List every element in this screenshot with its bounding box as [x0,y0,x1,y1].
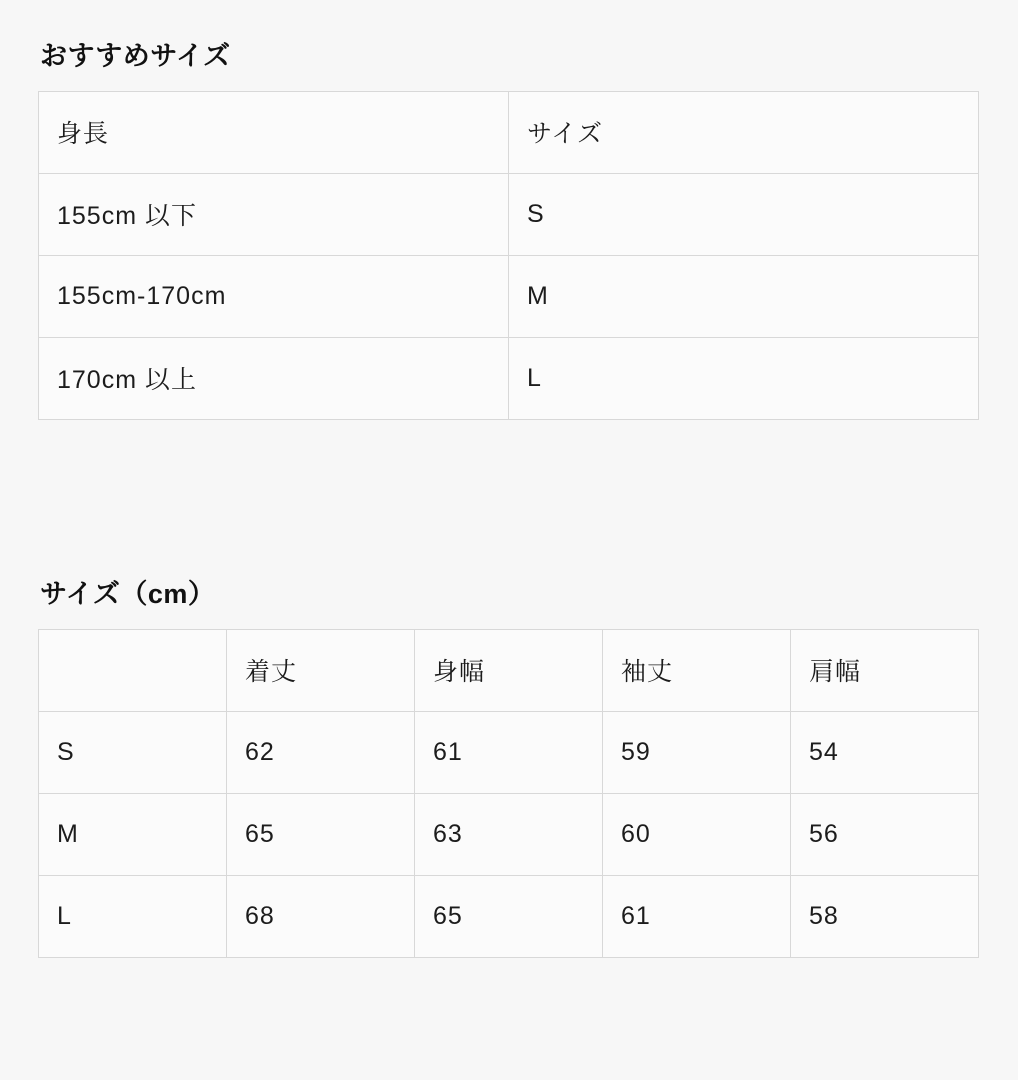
table-row [39,174,979,256]
row-size-label: L [39,876,227,958]
measurement-size-table [38,629,979,958]
measurement-size-title: サイズ（cm） [40,579,216,609]
table-row [39,712,979,794]
column-header-size: サイズ [509,92,979,174]
cell-length: 65 [227,794,415,876]
table-row [39,794,979,876]
cell-sleeve: 60 [603,794,791,876]
row-size-label: S [39,712,227,794]
table-row [39,338,979,420]
column-header-blank [39,630,227,712]
cell-sleeve: 61 [603,876,791,958]
table-row [39,256,979,338]
cell-shoulder: 56 [791,794,979,876]
recommended-size-title: おすすめサイズ [40,41,231,71]
column-header-length: 着丈 [227,630,415,712]
height-range-value: 155cm 以下 [39,174,509,256]
cell-shoulder: 58 [791,876,979,958]
recommended-size-table [38,91,979,420]
column-header-shoulder: 肩幅 [791,630,979,712]
height-range-value: 170cm 以上 [39,338,509,420]
cell-sleeve: 59 [603,712,791,794]
cell-width: 61 [415,712,603,794]
size-value: S [509,174,979,256]
section-spacer [38,420,978,572]
table-header-row [39,630,979,712]
column-header-sleeve: 袖丈 [603,630,791,712]
cell-shoulder: 54 [791,712,979,794]
cell-width: 63 [415,794,603,876]
row-size-label: M [39,794,227,876]
size-value: L [509,338,979,420]
table-header-row [39,92,979,174]
column-header-width: 身幅 [415,630,603,712]
cell-length: 68 [227,876,415,958]
column-header-height: 身長 [39,92,509,174]
table-row [39,876,979,958]
height-range-value: 155cm-170cm [39,256,509,338]
cell-length: 62 [227,712,415,794]
size-value: M [509,256,979,338]
cell-width: 65 [415,876,603,958]
